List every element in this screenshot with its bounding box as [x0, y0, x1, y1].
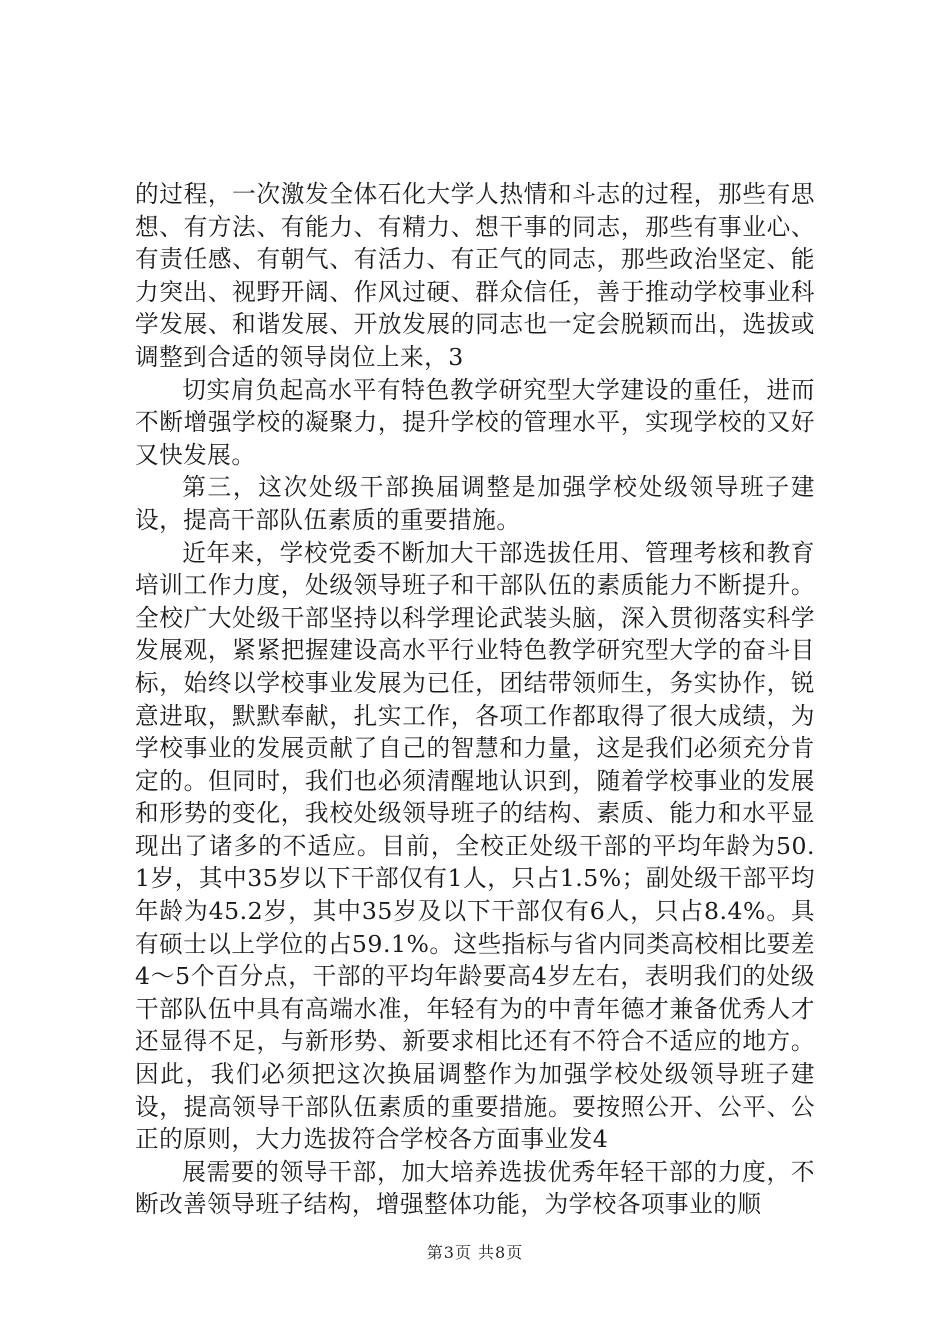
- document-body: [135, 178, 815, 1221]
- paragraph-4: 近年来，学校党委不断加大干部选拔任用、管理考核和教育培训工作力度，处级领导班子和干部队伍的素质能力不断提升。全校广大处级干部坚持以科学理论武装头脑，深入贯彻落实科学发展观，紧紧把握建设高水平行业特色教学研究型大学的奋斗目标，始终以学校事业发展为已任，团结带领师生，务实协作，锐意进取，默默奉献，扎实工作，各项工作都取得了很大成绩，为学校事业的发展贡献了自己的智慧和力量，这是我们必须充分肯定的。但同时，我们也必须清醒地认识到，随着学校事业的发展和形势的变化，我校处级领导班子的结构、素质、能力和水平显现出了诸多的不适应。目前，全校正处级干部的平均年龄为50.1岁，其中35岁以下干部仅有1人，只占1.5%；副处级干部平均年龄为45.2岁，其中35岁及以下干部仅有6人，只占8.4%。具有硕士以上学位的占59.1%。这些指标与省内同类高校相比要差4～5个百分点，干部的平均年龄要高4岁左右，表明我们的处级干部队伍中具有高端水准，年轻有为的中青年德才兼备优秀人才还显得不足，与新形势、新要求相比还有不符合不适应的地方。因此，我们必须把这次换届调整作为加强学校处级领导班子建设，提高领导干部队伍素质的重要措施。要按照公开、公平、公正的原则，大力选拔符合学校各方面事业发4: [135, 538, 815, 1154]
- paragraph-5: 展需要的领导干部，加大培养选拔优秀年轻干部的力度，不断改善领导班子结构，增强整体功能，为学校各项事业的顺: [135, 1157, 815, 1219]
- paragraph-1: 的过程，一次激发全体石化大学人热情和斗志的过程，那些有思想、有方法、有能力、有精力、想干事的同志，那些有事业心、有责任感、有朝气、有活力、有正气的同志，那些政治坚定、能力突出、视野开阔、作风过硬、群众信任，善于推动学校事业科学发展、和谐发展、开放发展的同志也一定会脱颖而出，选拔或调整到合适的领导岗位上来，3: [135, 180, 815, 371]
- page-footer: 第3页 共8页: [426, 1243, 524, 1262]
- paragraph-3: 第三，这次处级干部换届调整是加强学校处级领导班子建设，提高干部队伍素质的重要措施。: [135, 473, 815, 534]
- paragraph-2: 切实肩负起高水平有特色教学研究型大学建设的重任，进而不断增强学校的凝聚力，提升学校的管理水平，实现学校的又好又快发展。: [135, 375, 815, 469]
